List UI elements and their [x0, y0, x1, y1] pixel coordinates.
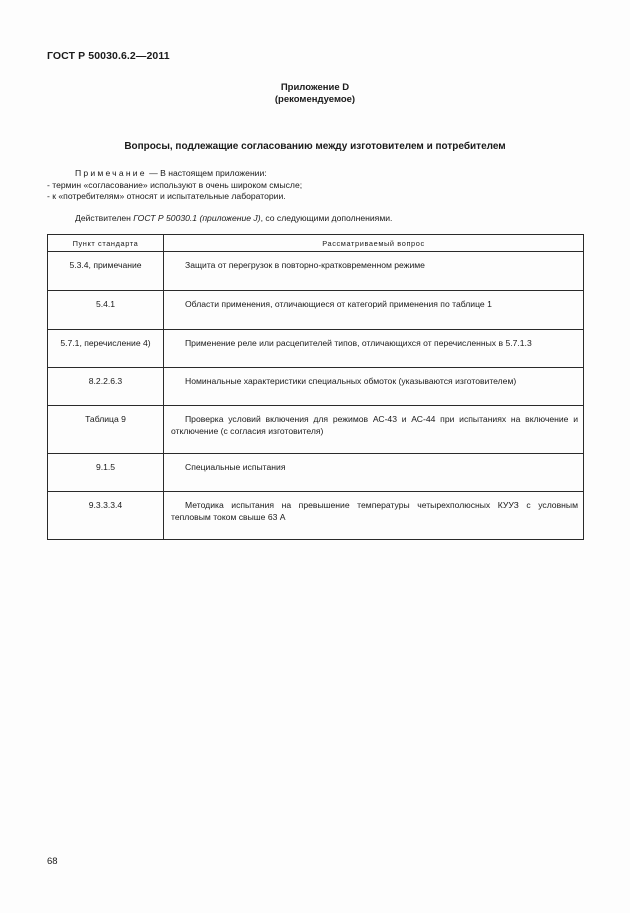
cell-point: Таблица 9 — [48, 406, 164, 454]
column-header-point: Пункт стандарта — [48, 235, 164, 252]
note-item: - термин «согласование» используют в очень широком смысле; — [47, 179, 303, 190]
table-row — [48, 252, 584, 291]
note-item: - к «потребителям» относят и испытательные лаборатории. — [47, 191, 286, 201]
cell-point: 8.2.2.6.3 — [48, 368, 164, 406]
cell-question: Методика испытания на превышение температуры четырехполюсных КУУЗ с условным тепловым током свыше 63 А — [164, 492, 584, 540]
cell-question: Области применения, отличающиеся от категорий применения по таблице 1 — [164, 291, 584, 330]
effective-reference: ГОСТ Р 50030.1 (приложение J) — [133, 213, 261, 223]
table-header-row — [48, 235, 584, 252]
cell-point: 5.7.1, перечисление 4) — [48, 330, 164, 368]
cell-question: Специальные испытания — [164, 454, 584, 492]
section-title: Вопросы, подлежащие согласованию между изготовителем и потребителем — [124, 141, 506, 152]
table-row — [48, 330, 584, 368]
column-header-question: Рассматриваемый вопрос — [164, 235, 584, 252]
page-number: 68 — [47, 856, 58, 867]
effective-prefix: Действителен — [75, 213, 134, 223]
cell-question: Номинальные характеристики специальных обмоток (указываются изготовителем) — [164, 368, 584, 406]
table-row — [48, 291, 584, 330]
effective-statement — [75, 213, 392, 223]
cell-point: 9.3.3.3.4 — [48, 492, 164, 540]
cell-question: Защита от перегрузок в повторно-кратковременном режиме — [164, 252, 584, 291]
agreement-questions-table — [47, 234, 584, 540]
cell-point: 5.4.1 — [48, 291, 164, 330]
cell-point: 5.3.4, примечание — [48, 252, 164, 291]
table-row — [48, 492, 584, 540]
note-block — [47, 168, 303, 203]
standard-id-header: ГОСТ Р 50030.6.2—2011 — [47, 50, 170, 62]
table-row — [48, 368, 584, 406]
effective-suffix: , со следующими дополнениями. — [260, 213, 393, 223]
annex-title: Приложение D — [280, 82, 350, 93]
note-intro-line — [75, 168, 302, 180]
table-row — [48, 454, 584, 492]
note-label: Примечание — [75, 168, 147, 178]
note-intro: — В настоящем приложении: — [146, 168, 267, 178]
cell-point: 9.1.5 — [48, 454, 164, 492]
cell-question: Проверка условий включения для режимов АС-43 и АС-44 при испытаниях на включение и отключение (с согласия изготовителя) — [164, 406, 584, 454]
cell-question: Применение реле или расцепителей типов, отличающихся от перечисленных в 5.7.1.3 — [164, 330, 584, 368]
annex-heading — [0, 82, 630, 106]
table-row — [48, 406, 584, 454]
annex-status: (рекомендуемое) — [274, 94, 356, 105]
